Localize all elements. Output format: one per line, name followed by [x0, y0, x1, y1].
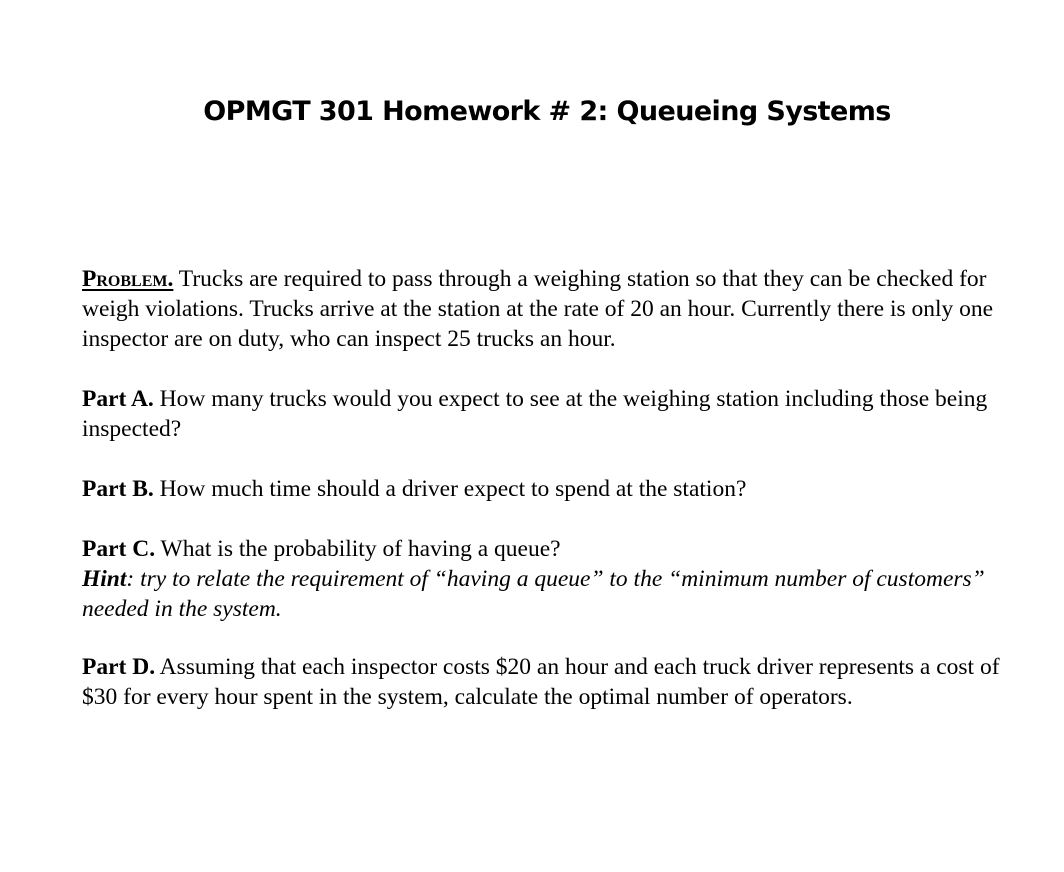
- part-a-text: How many trucks would you expect to see at the weighing station including those being inspected?: [82, 386, 988, 442]
- part-c-label: Part C.: [82, 536, 156, 562]
- part-c: [82, 534, 1012, 624]
- part-c-text: What is the probability of having a queue?: [155, 536, 561, 562]
- hint-text: : try to relate the requirement of “having a queue” to the “minimum number of customers” needed in the system.: [82, 566, 985, 622]
- part-d: [82, 652, 1012, 712]
- part-b-label: Part B.: [82, 476, 154, 502]
- part-c-hint: [82, 564, 1012, 624]
- part-d-label: Part D.: [82, 654, 156, 680]
- page-title: OPMGT 301 Homework # 2: Queueing Systems: [203, 96, 891, 127]
- part-a-label: Part A.: [82, 386, 154, 412]
- hint-label: Hint: [82, 566, 127, 592]
- part-a: [82, 384, 1012, 444]
- part-b-text: How much time should a driver expect to spend at the station?: [153, 476, 747, 502]
- problem-statement: [82, 264, 1012, 354]
- part-d-text: Assuming that each inspector costs $20 an hour and each truck driver represents a cost of $30 for every hour spent in the system, calculate the optimal number of operators.: [82, 654, 1000, 710]
- problem-text: Trucks are required to pass through a weighing station so that they can be checked for weigh violations. Trucks arrive at the station at the rate of 20 an hour. Currently there is only one inspector are on duty, who can inspect 25 trucks an hour.: [82, 266, 994, 352]
- part-b: [82, 474, 1012, 504]
- problem-label: Problem.: [82, 266, 174, 292]
